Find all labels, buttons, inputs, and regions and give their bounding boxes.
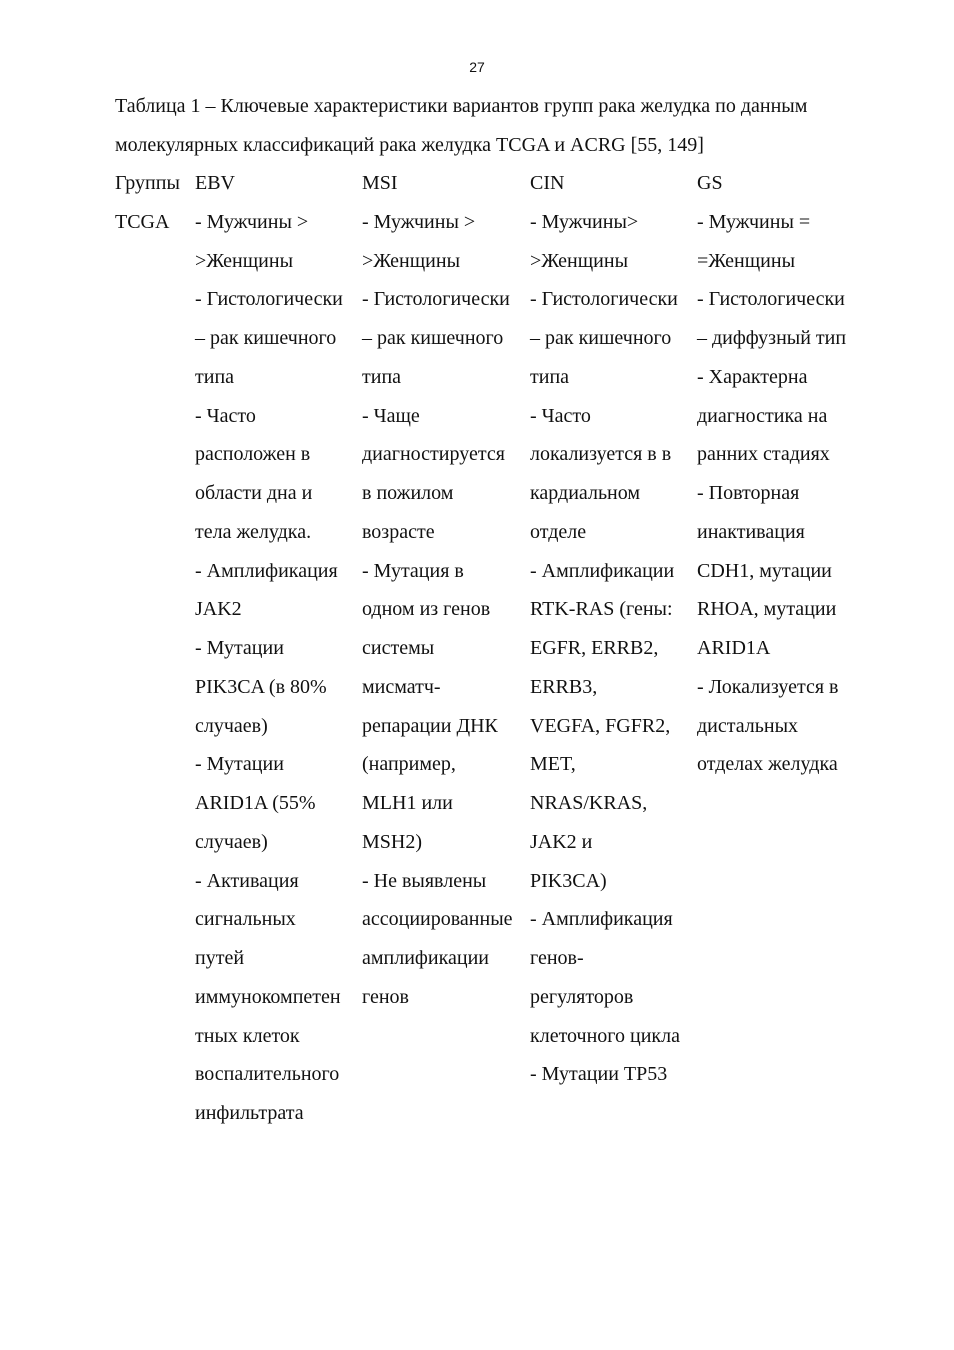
cell-line: - Мужчины = [697, 210, 811, 233]
cell-line: - Амплификация [195, 559, 338, 582]
cell-line: NRAS/KRAS, [530, 792, 648, 814]
cell-line: - Активация [195, 869, 299, 892]
cell-line: - Гистологически [195, 288, 343, 311]
cell-line: PIK3CA) [530, 869, 607, 892]
cell-line: - Мужчины > [362, 210, 476, 233]
cell-line: JAK2 и [530, 830, 593, 853]
cell-line: ERRB3, [530, 675, 598, 698]
cell-line: - Мутация в [362, 559, 464, 582]
row-label-tcga: TCGA [115, 210, 170, 233]
cell-line: типа [362, 365, 402, 388]
cell-line: иммунокомпетен [195, 985, 341, 1008]
cell-line: RTK-RAS (гены: [530, 598, 673, 621]
cell-line: инфильтрата [195, 1102, 304, 1124]
cell-line: мисматч- [362, 675, 441, 698]
table-row-tcga [115, 203, 915, 1133]
cell-line: >Женщины [530, 249, 629, 272]
cell-line: – диффузный тип [697, 327, 847, 349]
cell-line: регуляторов [530, 985, 634, 1008]
page-number: 27 [469, 59, 485, 75]
cell-line: - Чаще [362, 404, 420, 427]
cell-line: - Амплификация [530, 908, 673, 931]
cell-line: >Женщины [362, 249, 461, 272]
cell-line: - Часто [530, 404, 591, 427]
classification-table [115, 164, 915, 1133]
header-gs: GS [697, 172, 723, 194]
cell-line: случаев) [195, 830, 268, 853]
cell-line: – рак кишечного [530, 327, 672, 349]
cell-line: - Не выявлены [362, 869, 487, 892]
cell-line: случаев) [195, 714, 268, 737]
cell-line: PIK3CA (в 80% [195, 675, 327, 698]
cell-line: отделах желудка [697, 753, 838, 776]
cell-line: амплификации [362, 947, 489, 969]
cell-line: отделе [530, 520, 587, 543]
caption-line: молекулярных классификаций рака желудка TCGA и ACRG [55, 149] [115, 133, 704, 156]
cell-line: - Гистологически [697, 288, 845, 311]
cell-msi [362, 203, 513, 1017]
cell-line: EGFR, ERRB2, [530, 637, 659, 659]
header-groups: Группы [115, 172, 180, 194]
cell-line: типа [530, 365, 570, 388]
cell-line: генов [362, 985, 409, 1008]
cell-line: JAK2 [195, 598, 242, 621]
cell-line: – рак кишечного [362, 327, 504, 349]
cell-line: MLH1 или [362, 792, 453, 814]
cell-line: - Мутации [195, 637, 284, 659]
cell-line: области дна и [195, 482, 313, 504]
cell-line: репарации ДНК [362, 714, 498, 737]
cell-line: - Амплификации [530, 559, 675, 582]
cell-line: кардиальном [530, 482, 641, 504]
cell-line: - Часто [195, 404, 256, 427]
cell-line: расположен в [195, 443, 311, 466]
cell-line: MET, [530, 753, 576, 776]
cell-line: RHOA, мутации [697, 598, 837, 621]
cell-line: возрасте [362, 520, 435, 543]
cell-line: инактивация [697, 520, 805, 543]
header-msi: MSI [362, 172, 398, 194]
cell-line: - Гистологически [362, 288, 510, 311]
cell-line: - Мужчины > [195, 210, 309, 233]
cell-line: VEGFA, FGFR2, [530, 714, 671, 737]
cell-line: клеточного цикла [530, 1024, 680, 1047]
cell-line: =Женщины [697, 249, 796, 272]
cell-line: MSH2) [362, 830, 423, 853]
cell-line: путей [195, 947, 245, 969]
cell-line: генов- [530, 947, 584, 969]
cell-line: ранних стадиях [697, 443, 830, 466]
cell-line: CDH1, мутации [697, 559, 832, 582]
cell-ebv [195, 203, 343, 1133]
cell-line: тела желудка. [195, 520, 312, 543]
cell-line: – рак кишечного [195, 327, 337, 349]
cell-line: (например, [362, 753, 456, 776]
cell-line: тных клеток [195, 1024, 300, 1047]
cell-line: - Мутации [195, 753, 284, 776]
cell-line: ARID1A [697, 637, 771, 659]
table-header-row [115, 164, 915, 203]
cell-line: - Мужчины> [530, 210, 639, 233]
cell-line: >Женщины [195, 249, 294, 272]
caption-line: Таблица 1 – Ключевые характеристики вариантов групп рака желудка по данным [115, 95, 808, 117]
table-caption [115, 87, 915, 164]
cell-line: диагностируется [362, 443, 505, 466]
cell-line: в пожилом [362, 482, 454, 504]
cell-line: ассоциированные [362, 908, 513, 931]
header-cin: CIN [530, 172, 565, 194]
cell-gs [697, 203, 846, 784]
cell-line: типа [195, 365, 235, 388]
cell-line: системы [362, 637, 435, 659]
cell-line: воспалительного [195, 1063, 340, 1086]
cell-cin [530, 203, 680, 1094]
cell-line: сигнальных [195, 908, 296, 931]
cell-line: ARID1A (55% [195, 792, 316, 814]
cell-line: - Повторная [697, 482, 800, 504]
cell-line: диагностика на [697, 404, 828, 427]
cell-line: - Гистологически [530, 288, 678, 311]
header-ebv: EBV [195, 172, 235, 194]
cell-line: - Мутации TP53 [530, 1063, 668, 1086]
cell-line: - Локализуется в [697, 675, 839, 698]
cell-line: локализуется в в [530, 443, 672, 466]
cell-line: дистальных [697, 714, 799, 737]
cell-line: одном из генов [362, 598, 491, 621]
cell-line: - Характерна [697, 365, 808, 388]
